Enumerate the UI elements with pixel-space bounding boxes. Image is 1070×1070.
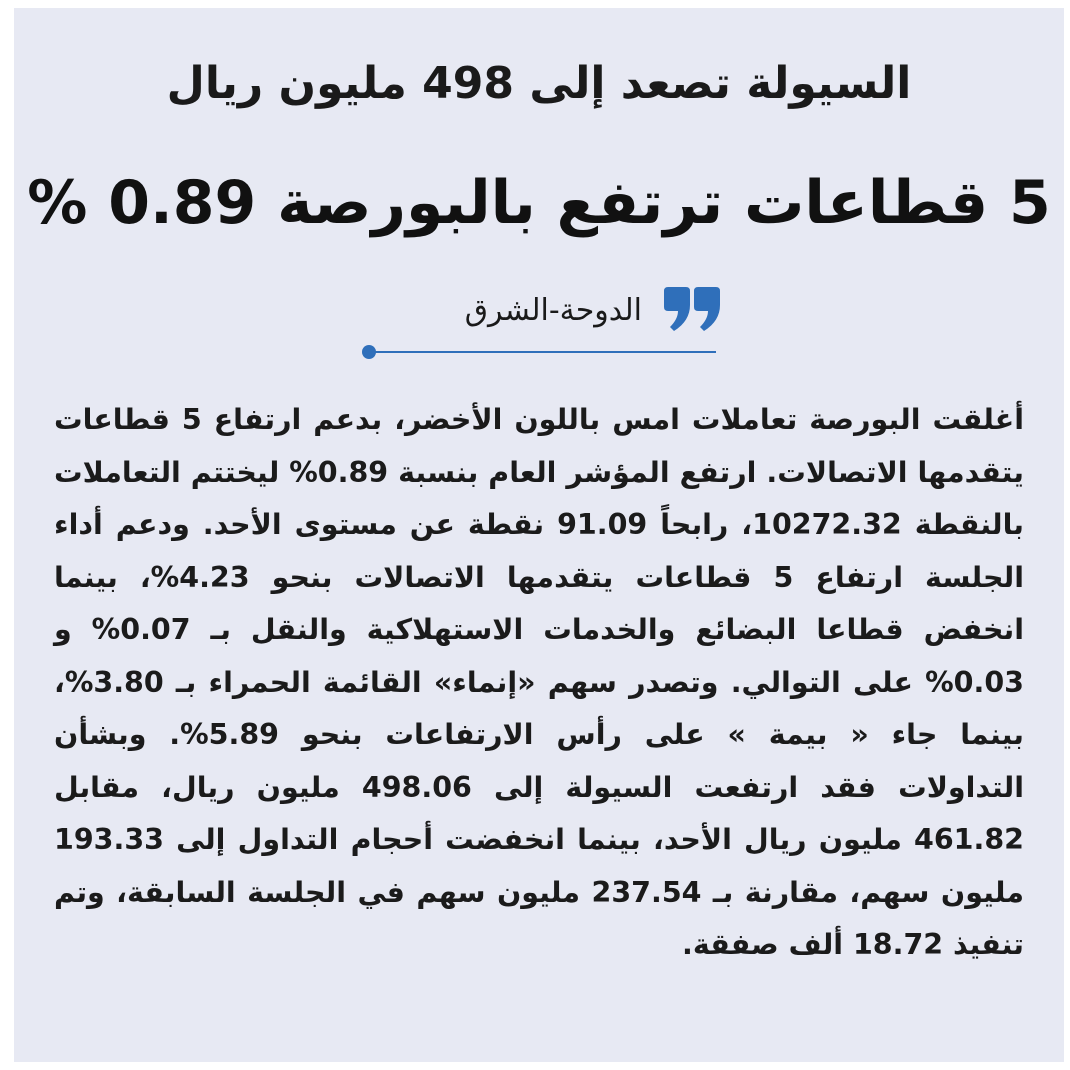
byline-divider <box>360 342 716 362</box>
article-body: أغلقت البورصة تعاملات امس باللون الأخضر، بدعم ارتفاع 5 قطاعات يتقدمها الاتصالات. ارتفع المؤشر العام بنسبة 0.89% ليختتم التعاملات بالنقطة 10272.32، رابحاً 91.09 نقطة عن مستوى الأحد. ودعم أداء الجلسة ارتفاع 5 قطاعات يتقدمها الاتصالات بنحو 4.23%، بينما انخفض قطاعا البضائع والخدمات الاستهلاكية والنقل بـ 0.07% و 0.03% على التوالي. وتصدر سهم «إنماء» القائمة الحمراء بـ 3.80%، بينما جاء « بيمة » على رأس الارتفاعات بنحو 5.89%. وبشأن التداولات فقد ارتفعت السيولة إلى 498.06 مليون ريال، مقابل 461.82 مليون ريال الأحد، بينما انخفضت أحجام التداول إلى 193.33 مليون سهم، مقارنة بـ 237.54 مليون سهم في الجلسة السابقة، وتم تنفيذ 18.72 ألف صفقة. <box>54 403 1025 961</box>
byline-text: الدوحة-الشرق <box>464 292 642 328</box>
article-kicker: السيولة تصعد إلى 498 مليون ريال <box>166 58 912 109</box>
byline <box>384 280 724 340</box>
article-panel <box>14 8 1064 1062</box>
article-headline: 5 قطاعات ترتفع بالبورصة 0.89 % <box>27 168 1051 238</box>
quote-icon <box>660 285 724 335</box>
